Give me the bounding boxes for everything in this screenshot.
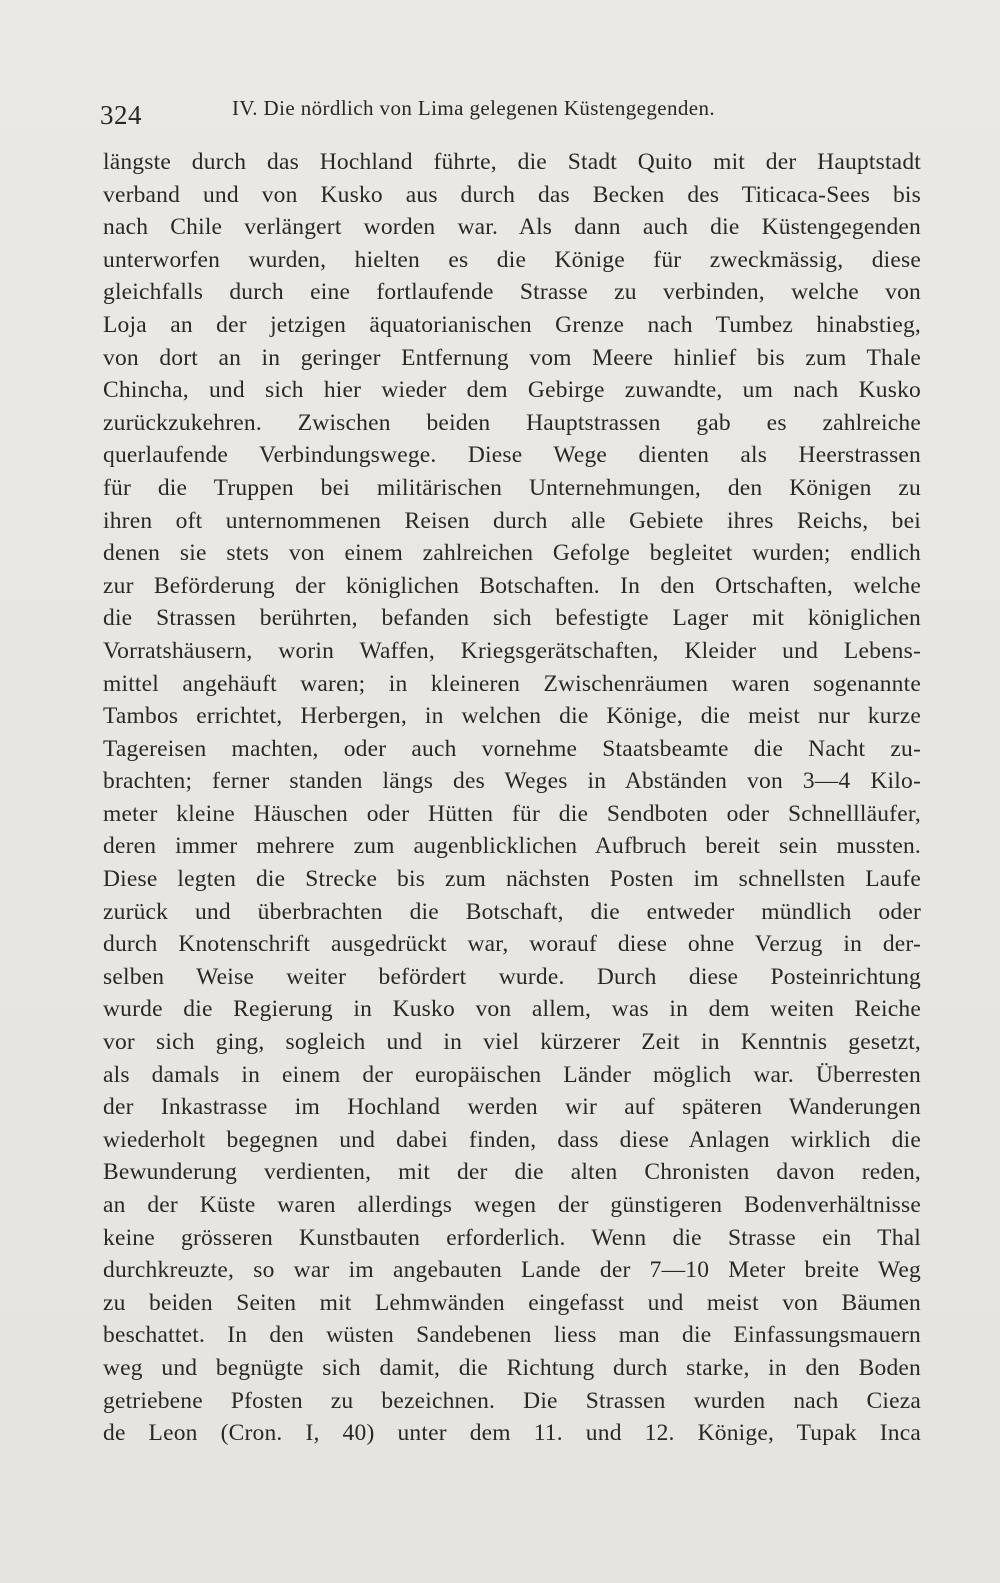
- text-line: mittel angehäuft waren; in kleineren Zwischenräumen waren sogenannte: [103, 670, 921, 697]
- text-line: meter kleine Häuschen oder Hütten für die Sendboten oder Schnellläufer,: [103, 800, 921, 827]
- text-line: ihren oft unternommenen Reisen durch alle Gebiete ihres Reichs, bei: [103, 507, 921, 534]
- text-line: längste durch das Hochland führte, die Stadt Quito mit der Hauptstadt: [103, 149, 921, 175]
- text-line: durchkreuzte, so war im angebauten Lande der 7—10 Meter breite Weg: [103, 1257, 921, 1284]
- text-line: weg und begnügte sich damit, die Richtung durch starke, in den Boden: [103, 1354, 921, 1381]
- text-line: nach Chile verlängert worden war. Als dann auch die Küstengegenden: [103, 214, 921, 241]
- text-line: verband und von Kusko aus durch das Becken des Titicaca-Sees bis: [103, 181, 921, 208]
- text-line: der Inkastrasse im Hochland werden wir auf späteren Wanderungen: [103, 1094, 921, 1121]
- text-line: zurückzukehren. Zwischen beiden Hauptstrassen gab es zahlreiche: [103, 409, 921, 436]
- text-line: keine grösseren Kunstbauten erforderlich. Wenn die Strasse ein Thal: [103, 1224, 921, 1251]
- text-line: de Leon (Cron. I, 40) unter dem 11. und 12. Könige, Tupak Inca: [103, 1420, 921, 1447]
- page-number: 324: [100, 100, 142, 130]
- text-line: für die Truppen bei militärischen Unternehmungen, den Königen zu: [103, 474, 921, 501]
- text-line: zurück und überbrachten die Botschaft, die entweder mündlich oder: [103, 898, 921, 925]
- text-line: deren immer mehrere zum augenblicklichen Aufbruch bereit sein mussten.: [103, 833, 921, 860]
- text-line: die Strassen berührten, befanden sich befestigte Lager mit königlichen: [103, 605, 921, 632]
- page-header: [100, 96, 920, 136]
- text-line: Tagereisen machten, oder auch vornehme Staatsbeamte die Nacht zu-: [103, 735, 921, 762]
- text-line: querlaufende Verbindungswege. Diese Wege dienten als Heerstrassen: [103, 442, 921, 469]
- text-line: wiederholt begegnen und dabei finden, dass diese Anlagen wirklich die: [103, 1126, 921, 1153]
- text-line: Loja an der jetzigen äquatorianischen Grenze nach Tumbez hinabstieg,: [103, 311, 921, 338]
- text-line: zu beiden Seiten mit Lehmwänden eingefasst und meist von Bäumen: [103, 1289, 921, 1316]
- text-line: zur Beförderung der königlichen Botschaften. In den Ortschaften, welche: [103, 572, 921, 599]
- text-line: unterworfen wurden, hielten es die Könige für zweckmässig, diese: [103, 246, 921, 273]
- text-line: durch Knotenschrift ausgedrückt war, worauf diese ohne Verzug in der-: [103, 931, 921, 958]
- text-line: selben Weise weiter befördert wurde. Durch diese Posteinrichtung: [103, 963, 921, 990]
- text-line: Chincha, und sich hier wieder dem Gebirge zuwandte, um nach Kusko: [103, 377, 921, 404]
- text-line: denen sie stets von einem zahlreichen Gefolge begleitet wurden; endlich: [103, 540, 921, 567]
- text-line: von dort an in geringer Entfernung vom Meere hinlief bis zum Thale: [103, 344, 921, 371]
- text-line: Diese legten die Strecke bis zum nächsten Posten im schnellsten Laufe: [103, 866, 921, 893]
- text-line: wurde die Regierung in Kusko von allem, was in dem weiten Reiche: [103, 996, 921, 1023]
- text-line: Tambos errichtet, Herbergen, in welchen die Könige, die meist nur kurze: [103, 703, 921, 730]
- text-line: brachten; ferner standen längs des Weges in Abständen von 3—4 Kilo-: [103, 768, 921, 795]
- text-line: als damals in einem der europäischen Länder möglich war. Überresten: [103, 1061, 921, 1088]
- text-line: Bewunderung verdienten, mit der die alten Chronisten davon reden,: [103, 1159, 921, 1186]
- text-line: gleichfalls durch eine fortlaufende Strasse zu verbinden, welche von: [103, 279, 921, 306]
- text-line: vor sich ging, sogleich und in viel kürzerer Zeit in Kenntnis gesetzt,: [103, 1029, 921, 1056]
- text-line: Vorratshäusern, worin Waffen, Kriegsgerätschaften, Kleider und Lebens-: [103, 637, 921, 664]
- text-line: an der Küste waren allerdings wegen der günstigeren Bodenverhältnisse: [103, 1192, 921, 1218]
- running-head: IV. Die nördlich von Lima gelegenen Küstengegenden.: [232, 96, 716, 120]
- text-line: getriebene Pfosten zu bezeichnen. Die Strassen wurden nach Cieza: [103, 1387, 921, 1414]
- body-text: [103, 146, 921, 1450]
- text-line: beschattet. In den wüsten Sandebenen liess man die Einfassungsmauern: [103, 1322, 921, 1349]
